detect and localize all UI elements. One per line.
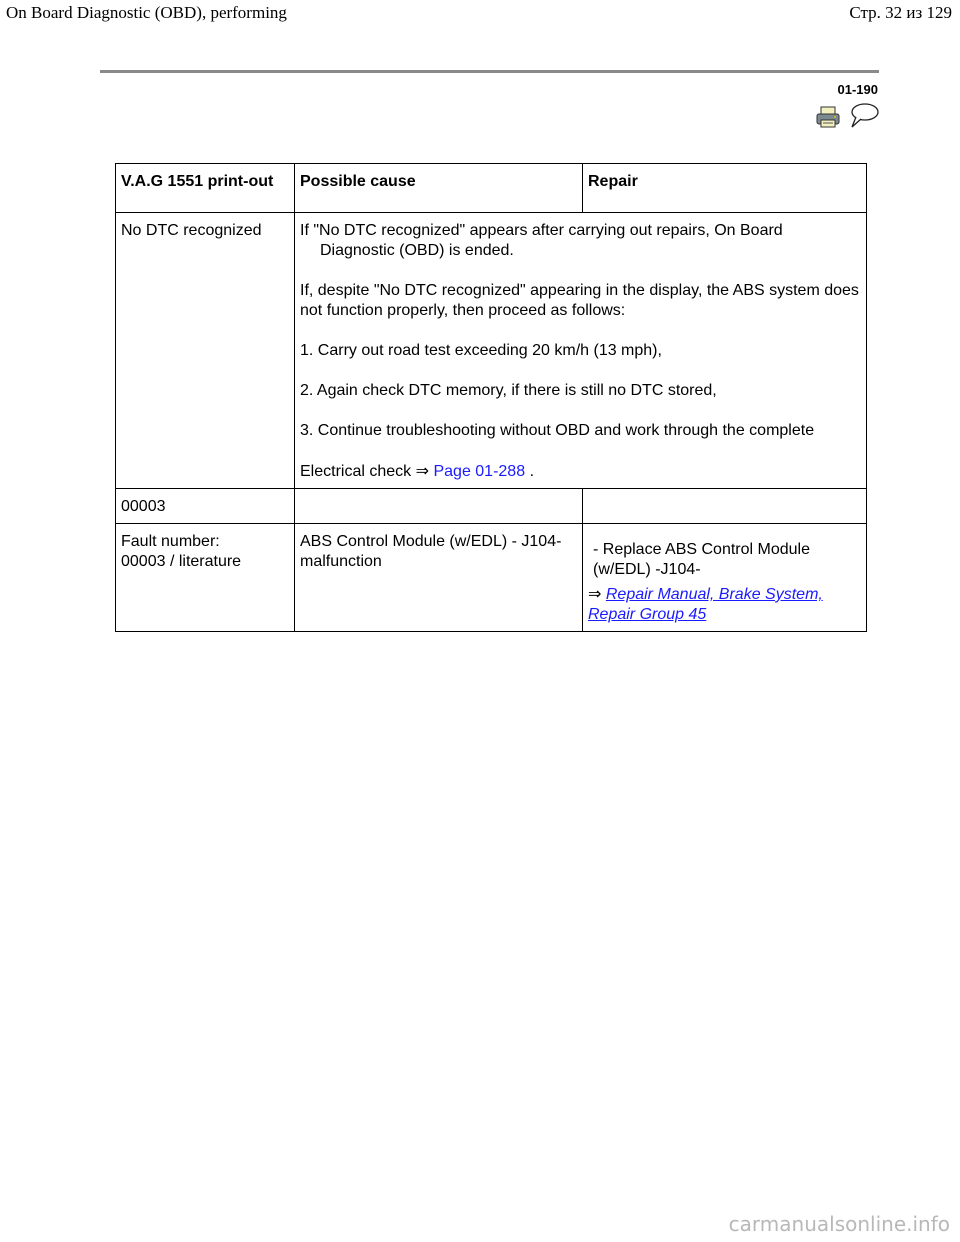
electrical-check-text: Electrical check [300, 463, 412, 480]
column-header: V.A.G 1551 print-out [116, 164, 295, 213]
repair-reference [588, 584, 860, 625]
page-number: 01-190 [837, 82, 878, 97]
arrow-right-icon: ⇒ [415, 461, 430, 480]
cause-cell [295, 489, 583, 524]
column-header: Repair [583, 164, 867, 213]
cause-paragraph: If "No DTC recognized" appears after carrying out repairs, On Board Diagnostic (OBD) is ended. [300, 222, 783, 259]
header-rule [100, 70, 879, 73]
printout-cell: No DTC recognized [116, 213, 295, 489]
repair-manual-link[interactable]: Repair Manual, Brake System, Repair Group 45 [588, 586, 823, 623]
column-header: Possible cause [295, 164, 583, 213]
fault-number-label: Fault number: [121, 533, 220, 550]
document-title: On Board Diagnostic (OBD), performing [6, 3, 287, 22]
watermark: carmanualsonline.info [728, 1212, 950, 1236]
cause-cell: ABS Control Module (w/EDL) - J104- malfunction [295, 524, 583, 632]
printout-cell: 00003 [116, 489, 295, 524]
table-row [116, 489, 867, 524]
step-paragraph: 3. Continue troubleshooting without OBD and work through the complete [300, 422, 815, 439]
printer-icon[interactable] [816, 105, 840, 129]
repair-cell [583, 524, 867, 632]
repair-cell [583, 489, 867, 524]
electrical-check-line [300, 461, 860, 482]
repair-instruction: - Replace ABS Control Module (w/EDL) -J104- [593, 541, 810, 578]
cause-paragraph: If, despite "No DTC recognized" appearing in the display, the ABS system does not function properly, then proceed as follows: [300, 282, 859, 319]
speech-bubble-icon[interactable] [848, 102, 880, 130]
step-paragraph: 2. Again check DTC memory, if there is still no DTC stored, [300, 382, 717, 399]
cause-cell [295, 213, 867, 489]
page-counter: Стр. 32 из 129 [849, 3, 952, 22]
table-header-row [116, 164, 867, 213]
fault-number-value: 00003 / literature [121, 553, 242, 570]
printout-cell [116, 524, 295, 632]
table-row [116, 213, 867, 489]
page-link[interactable]: Page 01-288 [433, 463, 526, 480]
diagnostic-table [115, 163, 867, 632]
arrow-right-icon: ⇒ [588, 584, 602, 603]
period-text: . [529, 463, 535, 480]
step-paragraph: 1. Carry out road test exceeding 20 km/h (13 mph), [300, 342, 662, 359]
table-row [116, 524, 867, 632]
